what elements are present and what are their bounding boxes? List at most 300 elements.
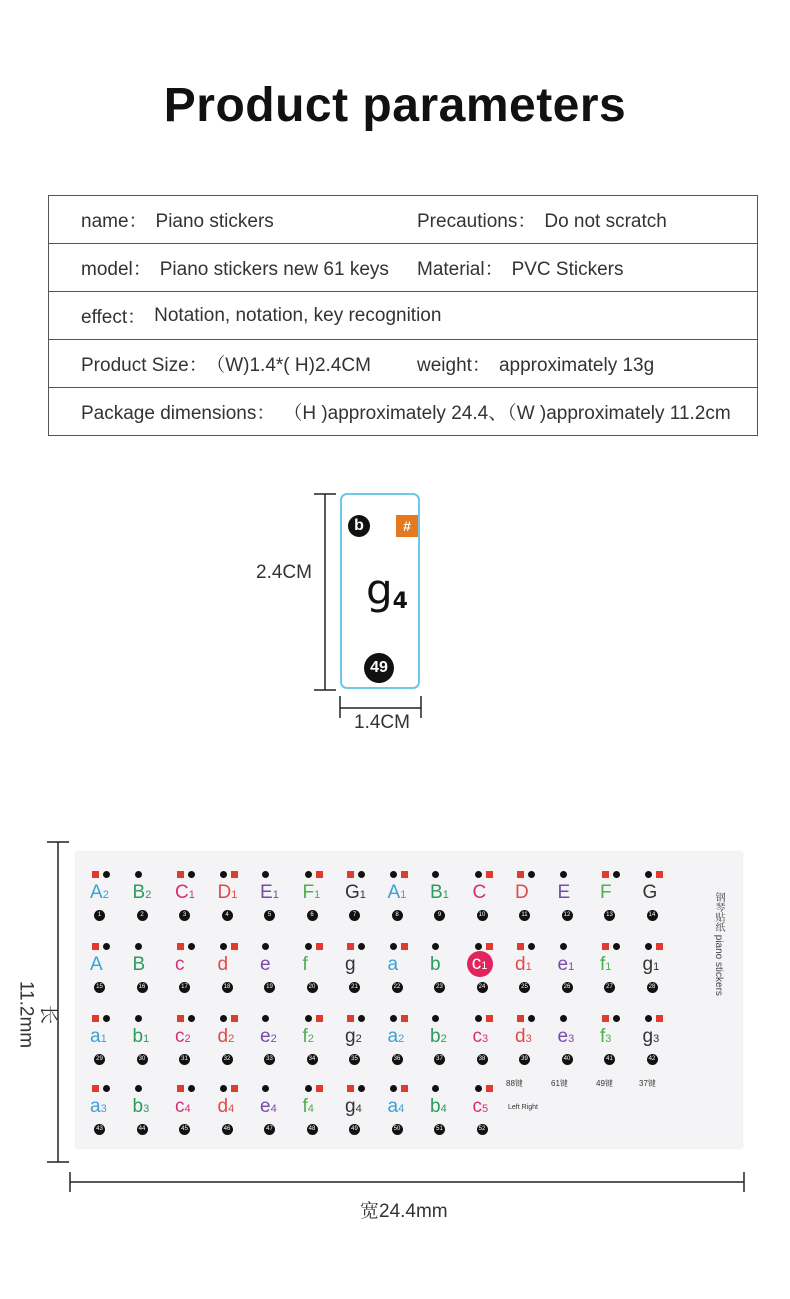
key-number-badge: 29 (94, 1054, 105, 1065)
key-marks (602, 866, 642, 876)
key-note (643, 882, 658, 904)
key-marks (305, 938, 345, 948)
note-octave: 1 (100, 1033, 107, 1045)
key-number-badge: 47 (264, 1124, 275, 1135)
sharp-icon (316, 1015, 323, 1022)
flat-icon (613, 943, 620, 950)
flat-icon (390, 871, 397, 878)
key-number-badge: 15 (94, 982, 105, 993)
legend-right: Right (521, 1104, 538, 1111)
key-note (175, 1026, 191, 1048)
note-octave: 2 (145, 889, 152, 901)
key-number-badge: 17 (179, 982, 190, 993)
key-number-badge: 51 (434, 1124, 445, 1135)
flat-icon (220, 943, 227, 950)
flat-icon (262, 943, 269, 950)
key-marks (135, 1010, 175, 1020)
flat-icon (103, 871, 110, 878)
sharp-icon (316, 943, 323, 950)
key-number-badge: 40 (562, 1054, 573, 1065)
sharp-icon (602, 1015, 609, 1022)
key-note (345, 954, 356, 976)
flat-icon (645, 871, 652, 878)
key-marks (517, 866, 557, 876)
note-octave: 3 (653, 1033, 660, 1045)
key-number-badge: 1 (94, 910, 105, 921)
effect-field (49, 292, 757, 339)
sharp-icon (231, 1015, 238, 1022)
table-row (49, 196, 758, 244)
key-marks (92, 1010, 132, 1020)
flat-icon (475, 1085, 482, 1092)
note-octave: 4 (228, 1103, 235, 1115)
key-note (218, 1096, 235, 1118)
note-octave: 2 (270, 1033, 277, 1045)
note-octave: 1 (442, 889, 449, 901)
flat-icon (358, 943, 365, 950)
sharp-icon (656, 871, 663, 878)
precautions-field (385, 206, 667, 233)
key-note (90, 1026, 107, 1048)
legend-item (551, 1078, 568, 1089)
sharp-icon (177, 871, 184, 878)
flat-icon (103, 943, 110, 950)
note-octave: 1 (653, 961, 660, 973)
flat-icon (475, 871, 482, 878)
note-octave: 1 (359, 889, 366, 901)
note-letter: c (175, 954, 185, 975)
sharp-icon (602, 871, 609, 878)
key-marks (135, 1080, 175, 1090)
legend-label: 61键 (551, 1079, 568, 1088)
key-number-badge: 39 (519, 1054, 530, 1065)
key-note (430, 882, 449, 904)
note-letter: b (430, 954, 441, 975)
key-number-badge: 52 (477, 1124, 488, 1135)
flat-icon (305, 1015, 312, 1022)
sharp-icon (177, 1015, 184, 1022)
package-field (49, 388, 757, 435)
note-octave: 1 (188, 889, 195, 901)
precautions-label: Precautions： (417, 211, 537, 232)
key-marks (645, 866, 685, 876)
table-row (49, 340, 758, 388)
name-field (49, 206, 385, 233)
key-marks (220, 1010, 260, 1020)
note-octave: 3 (525, 1033, 532, 1045)
key-marks (602, 1010, 642, 1020)
note-letter: b (430, 1096, 441, 1117)
key-marks (92, 1080, 132, 1090)
key-marks (390, 866, 430, 876)
key-number-badge: 36 (392, 1054, 403, 1065)
sticker-sheet (76, 852, 742, 1148)
note-letter: c (175, 1026, 185, 1047)
note-octave: 4 (440, 1103, 447, 1115)
flat-icon (358, 1015, 365, 1022)
flat-icon (560, 1015, 567, 1022)
key-marks (347, 866, 387, 876)
sharp-icon (92, 1085, 99, 1092)
note-octave: 2 (355, 1033, 362, 1045)
flat-icon (645, 943, 652, 950)
key-number-badge: 45 (179, 1124, 190, 1135)
flat-icon (220, 871, 227, 878)
key-note (515, 954, 532, 976)
key-marks (432, 938, 472, 948)
table-row (49, 292, 758, 340)
note-octave: 2 (440, 1033, 447, 1045)
key-number-badge: 4 (222, 910, 233, 921)
flat-icon (188, 943, 195, 950)
table-row (49, 244, 758, 292)
key-note (90, 954, 103, 976)
flat-icon (645, 1015, 652, 1022)
key-number-badge: 16 (137, 982, 148, 993)
key-number-badge: 44 (137, 1124, 148, 1135)
key-number-badge: 25 (519, 982, 530, 993)
note-letter: f (302, 954, 308, 975)
key-marks (305, 1080, 345, 1090)
key-note (175, 954, 185, 976)
key-marks (220, 866, 260, 876)
key-marks (262, 938, 302, 948)
note-octave: 2 (307, 1033, 314, 1045)
effect-value: Notation, notation, key recognition (154, 304, 442, 326)
note-octave: 4 (398, 1103, 405, 1115)
weight-value: approximately 13g (498, 355, 655, 376)
key-number-badge: 11 (519, 910, 530, 921)
table-row (49, 388, 758, 436)
sharp-icon (486, 871, 493, 878)
key-marks (645, 938, 685, 948)
flat-icon (262, 871, 269, 878)
note-letter: f (600, 954, 606, 975)
sharp-icon (347, 1085, 354, 1092)
flat-icon (475, 1015, 482, 1022)
note-letter: g (642, 1026, 654, 1047)
note-octave: 1 (314, 889, 321, 901)
flat-icon (220, 1085, 227, 1092)
effect-label: effect： (81, 307, 147, 328)
note-octave: 1 (272, 889, 279, 901)
key-marks (92, 866, 132, 876)
key-marks (347, 938, 387, 948)
key-note (175, 882, 195, 904)
note-letter: G (345, 882, 360, 903)
note-letter: g (366, 565, 393, 614)
name-value: Piano stickers (155, 211, 274, 232)
note-letter: D (217, 882, 232, 903)
key-note (133, 882, 152, 904)
key-note (473, 1026, 489, 1048)
note-letter: b (132, 1096, 144, 1117)
note-octave: 2 (184, 1033, 191, 1045)
key-number-badge: 3 (179, 910, 190, 921)
flat-icon (528, 871, 535, 878)
key-marks (177, 938, 217, 948)
flat-icon (188, 871, 195, 878)
sharp-icon (92, 871, 99, 878)
note-letter: e (260, 1026, 271, 1047)
note-letter: c (472, 1096, 482, 1117)
key-number-badge: 43 (94, 1124, 105, 1135)
note-octave: 1 (231, 889, 238, 901)
legend-direction (508, 1104, 538, 1111)
note-letter: e (260, 954, 271, 975)
sharp-icon (347, 871, 354, 878)
key-number-badge: 37 (434, 1054, 445, 1065)
flat-icon (220, 1015, 227, 1022)
key-note (558, 882, 571, 904)
flat-icon (188, 1015, 195, 1022)
key-number-badge: 8 (392, 910, 403, 921)
sharp-icon (347, 1015, 354, 1022)
key-number-badge: 21 (349, 982, 360, 993)
key-marks (560, 938, 600, 948)
key-number-badge: 42 (647, 1054, 658, 1065)
key-number-badge: 2 (137, 910, 148, 921)
note-octave: 3 (100, 1103, 107, 1115)
note-letter: g (345, 1026, 356, 1047)
weight-label: weight： (417, 355, 491, 376)
key-number-badge: 13 (604, 910, 615, 921)
note-octave: 1 (605, 961, 612, 973)
sharp-icon (92, 1015, 99, 1022)
note-letter: b (132, 1026, 144, 1047)
key-marks (262, 1010, 302, 1020)
note-letter: A (90, 954, 103, 975)
note-letter: F (600, 882, 612, 903)
legend-left: Left (508, 1104, 520, 1111)
note-letter: G (642, 882, 658, 903)
key-number-badge: 49 (364, 653, 394, 683)
note-octave: 1 (400, 889, 407, 901)
note-octave: 1 (525, 961, 532, 973)
key-number-badge: 14 (647, 910, 658, 921)
key-number-badge: 30 (137, 1054, 148, 1065)
note-octave: 4 (307, 1103, 314, 1115)
key-number-badge: 38 (477, 1054, 488, 1065)
legend-item (639, 1078, 656, 1089)
sheet-brand: 钢琴贴纸 piano stickers (713, 892, 724, 996)
sharp-icon (316, 871, 323, 878)
sharp-icon (486, 1015, 493, 1022)
key-note (90, 882, 109, 904)
key-note (260, 882, 279, 904)
note-octave: 1 (143, 1033, 150, 1045)
key-marks (92, 938, 132, 948)
note-letter: b (430, 1026, 441, 1047)
key-number-badge: 12 (562, 910, 573, 921)
flat-icon (432, 871, 439, 878)
key-note (430, 1026, 447, 1048)
note-letter: f (302, 1096, 308, 1117)
key-note (303, 1026, 314, 1048)
package-value: （H )approximately 24.4、（W )approximately 11.2cm (283, 403, 731, 424)
key-number-badge: 46 (222, 1124, 233, 1135)
note-letter: g (345, 954, 356, 975)
legend-label: 88键 (506, 1079, 523, 1088)
key-marks (475, 866, 515, 876)
flat-icon (432, 1015, 439, 1022)
note-letter: D (515, 882, 529, 903)
key-note (600, 882, 612, 904)
note-letter: d (217, 954, 229, 975)
key-note (345, 1096, 362, 1118)
key-number-badge: 28 (647, 982, 658, 993)
sharp-icon (602, 943, 609, 950)
flat-icon (528, 1015, 535, 1022)
note-letter: c (175, 1096, 185, 1117)
note-letter: e (557, 954, 569, 975)
key-marks (262, 1080, 302, 1090)
key-number-badge: 27 (604, 982, 615, 993)
note-letter: g (345, 1096, 356, 1117)
key-note (643, 1026, 660, 1048)
note-letter: a (387, 1096, 399, 1117)
flat-icon (305, 943, 312, 950)
note-letter: a (387, 1026, 399, 1047)
sharp-icon (231, 1085, 238, 1092)
sheet-height-label: 长11.2mm (15, 980, 59, 1049)
sharp-icon (401, 1085, 408, 1092)
key-number-badge: 20 (307, 982, 318, 993)
legend-item (596, 1078, 613, 1089)
key-note (473, 882, 487, 904)
note-letter: a (387, 954, 399, 975)
key-number-badge: 26 (562, 982, 573, 993)
page-title: Product parameters (163, 79, 627, 132)
sharp-icon (347, 943, 354, 950)
sharp-icon (656, 943, 663, 950)
key-number-badge: 34 (307, 1054, 318, 1065)
key-note (388, 1026, 405, 1048)
key-marks (432, 866, 472, 876)
sharp-icon (401, 1015, 408, 1022)
key-number-badge: 33 (264, 1054, 275, 1065)
key-note (260, 1026, 277, 1048)
key-number-badge: 24 (477, 982, 488, 993)
key-number-badge: 22 (392, 982, 403, 993)
key-number-badge: 5 (264, 910, 275, 921)
model-label: model： (81, 259, 152, 280)
key-marks (347, 1080, 387, 1090)
key-number-badge: 48 (307, 1124, 318, 1135)
key-note (515, 1026, 532, 1048)
sheet-width-label: 宽24.4mm (360, 1201, 448, 1222)
key-marks (602, 938, 642, 948)
flat-icon (560, 943, 567, 950)
key-marks (135, 938, 175, 948)
name-label: name： (81, 211, 148, 232)
note-letter: g (642, 954, 654, 975)
flat-icon (358, 1085, 365, 1092)
key-note (558, 954, 575, 976)
note-letter: C (175, 882, 189, 903)
note-octave: 3 (143, 1103, 150, 1115)
note-letter: B (132, 882, 146, 903)
flat-icon (135, 943, 142, 950)
key-number-badge: 31 (179, 1054, 190, 1065)
sharp-icon (92, 943, 99, 950)
note-octave: 4 (184, 1103, 191, 1115)
note-octave: 1 (481, 960, 488, 972)
key-note (303, 882, 321, 904)
note-letter: B (132, 954, 146, 975)
note-letter: c (472, 1026, 482, 1047)
flat-icon (613, 871, 620, 878)
key-number-badge: 35 (349, 1054, 360, 1065)
key-number-badge: 6 (307, 910, 318, 921)
key-note (430, 954, 441, 976)
key-note (133, 954, 146, 976)
note-letter: d (217, 1026, 229, 1047)
material-field (385, 254, 624, 281)
note-octave: 3 (605, 1033, 612, 1045)
key-marks (305, 1010, 345, 1020)
note-letter: a (90, 1096, 101, 1117)
size-value: （W)1.4*( H)2.4CM (215, 355, 371, 376)
key-note (467, 951, 493, 977)
key-note (345, 1026, 362, 1048)
key-number-badge: 7 (349, 910, 360, 921)
note-letter: E (260, 882, 273, 903)
key-marks (645, 1010, 685, 1020)
key-marks (262, 866, 302, 876)
precautions-value: Do not scratch (544, 211, 667, 232)
key-note (218, 882, 238, 904)
material-value: PVC Stickers (511, 259, 624, 280)
key-marks (135, 866, 175, 876)
sticker-height-label: 2.4CM (256, 562, 312, 583)
key-number-badge: 18 (222, 982, 233, 993)
note-letter: d (515, 954, 526, 975)
key-note (303, 954, 308, 976)
key-note (473, 1096, 489, 1118)
flat-icon (135, 871, 142, 878)
note-octave: 2 (102, 889, 109, 901)
key-marks (177, 1080, 217, 1090)
sharp-icon (656, 1015, 663, 1022)
key-number-badge: 9 (434, 910, 445, 921)
flat-icon (103, 1015, 110, 1022)
note-letter: a (90, 1026, 101, 1047)
sharp-icon (401, 943, 408, 950)
sharp-icon (177, 1085, 184, 1092)
note-letter: f (600, 1026, 606, 1047)
key-marks (517, 938, 557, 948)
flat-icon (103, 1085, 110, 1092)
key-note (388, 882, 407, 904)
sharp-icon (517, 1015, 524, 1022)
flat-icon (432, 943, 439, 950)
key-note (133, 1026, 150, 1048)
note-letter: E (557, 882, 571, 903)
flat-icon (305, 1085, 312, 1092)
key-number-badge: 49 (349, 1124, 360, 1135)
weight-field (385, 350, 654, 377)
sharp-icon (231, 943, 238, 950)
key-note (515, 882, 529, 904)
sharp-icon (177, 943, 184, 950)
size-label: Product Size： (81, 355, 208, 376)
flat-icon (358, 871, 365, 878)
note-octave: 2 (398, 1033, 405, 1045)
key-note (175, 1096, 191, 1118)
note-octave: 3 (568, 1033, 575, 1045)
key-marks (517, 1010, 557, 1020)
